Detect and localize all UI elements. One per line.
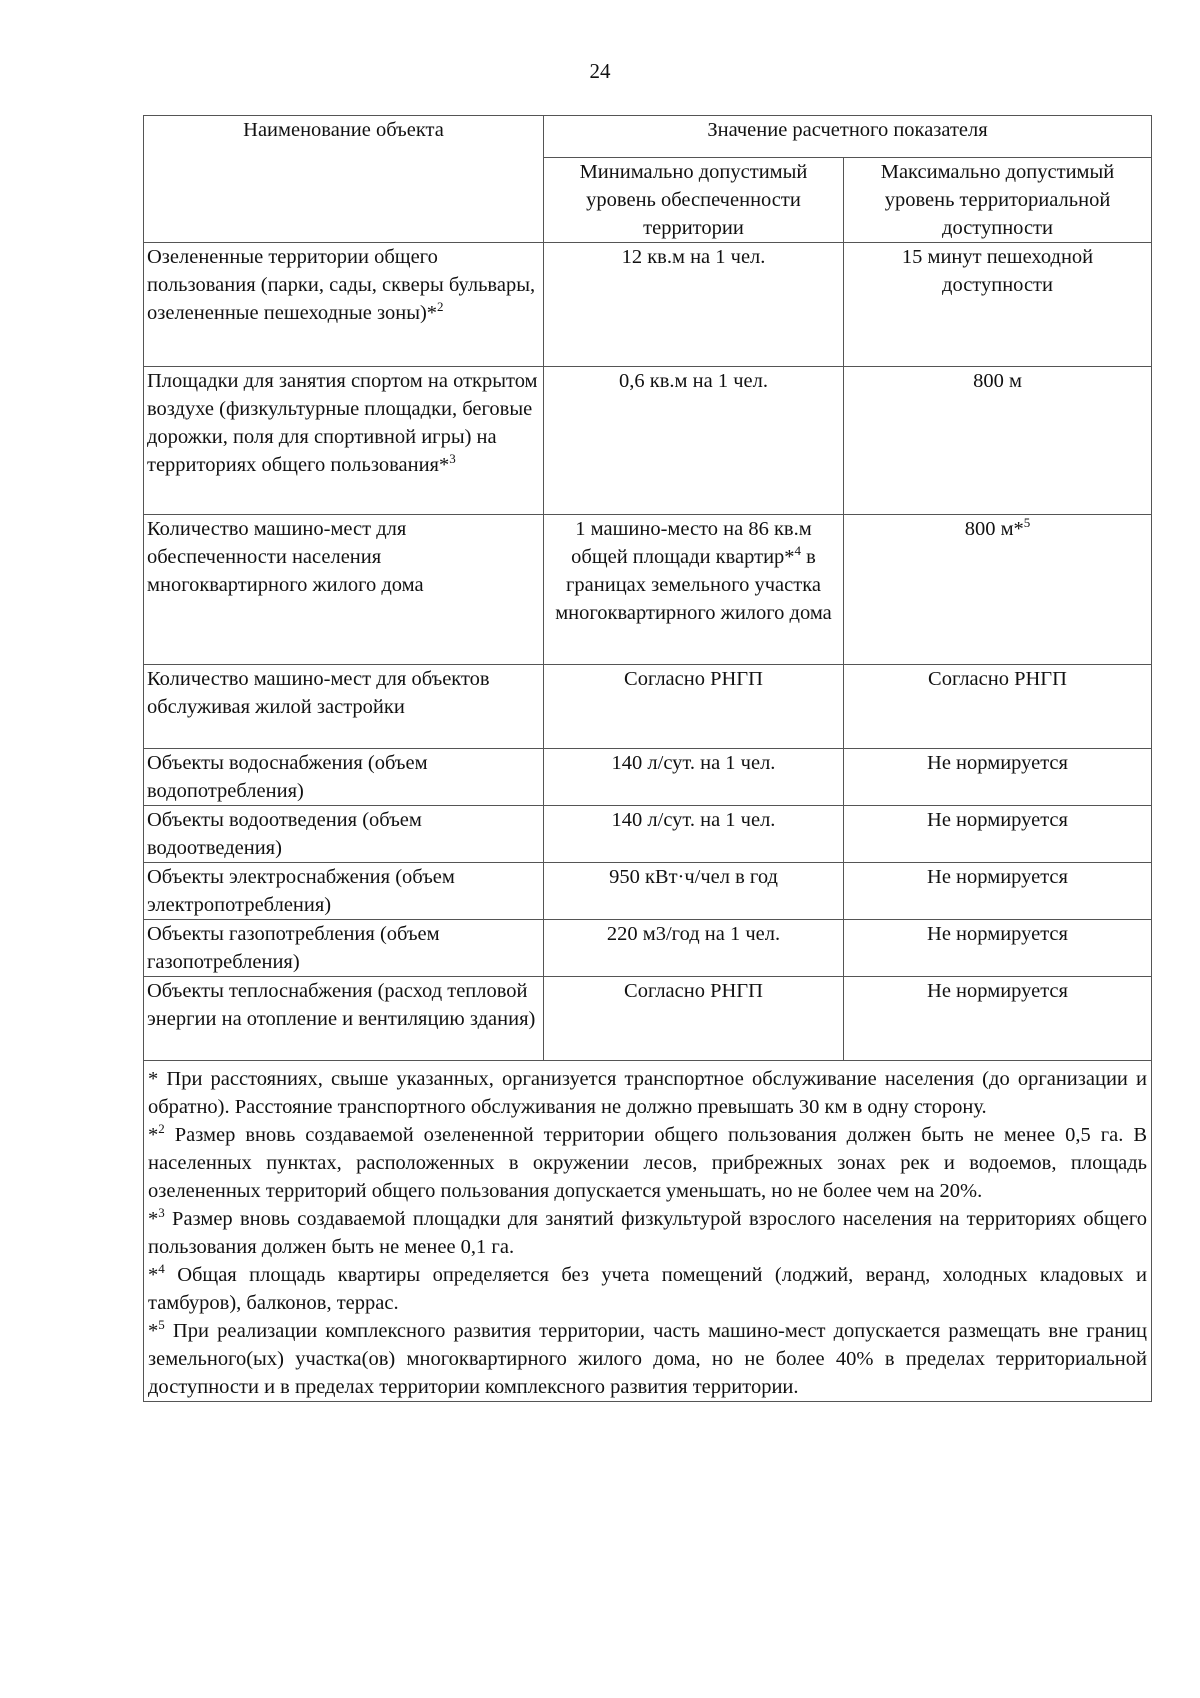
row-name: Площадки для занятия спортом на открытом воздухе (физкультурные площадки, беговые дорожки, поля для спортивной игры) на территориях общего пользования*$^3$ [144,367,544,515]
row-min: 140 л/сут. на 1 чел. [544,749,844,806]
page-number: 24 [589,59,611,83]
row-max: Не нормируется [844,749,1152,806]
row-name: Количество машино-мест для обеспеченности населения многоквартирного жилого дома [144,515,544,665]
header-min-col: Минимально допустимый уровень обеспеченности территории [544,158,844,243]
row-min: 0,6 кв.м на 1 чел. [544,367,844,515]
standards-table [143,115,1152,1402]
footnote: *$^3$ Размер вновь создаваемой площадки для занятий физкультурой взрослого населения на территориях общего пользования должен быть не менее 0,1 га. [148,1205,1147,1258]
row-max: Не нормируется [844,863,1152,920]
row-name: Объекты электроснабжения (объем электропотребления) [144,863,544,920]
row-min: Согласно РНГП [544,977,844,1061]
table-row [144,665,1152,749]
row-name: Количество машино-мест для объектов обслуживая жилой застройки [144,665,544,749]
row-max: 15 минут пешеходной доступности [844,243,1152,367]
row-name: Объекты газопотребления (объем газопотребления) [144,920,544,977]
row-max: Не нормируется [844,977,1152,1061]
table-row [144,515,1152,665]
header-max-col: Максимально допустимый уровень территориальной доступности [844,158,1152,243]
table-row [144,243,1152,367]
footnotes [144,1061,1152,1402]
footnotes-row [144,1061,1152,1402]
row-max: 800 м [844,367,1152,515]
row-min: 12 кв.м на 1 чел. [544,243,844,367]
row-name: Объекты водоснабжения (объем водопотребления) [144,749,544,806]
row-min: 1 машино-место на 86 кв.м общей площади квартир*$^4$ в границах земельного участка многоквартирного жилого дома [544,515,844,665]
row-max: 800 м*$^5$ [844,515,1152,665]
table-row [144,863,1152,920]
row-name: Озелененные территории общего пользования (парки, сады, скверы бульвары, озелененные пешеходные зоны)*$^2$ [144,243,544,367]
row-max: Не нормируется [844,806,1152,863]
row-max: Согласно РНГП [844,665,1152,749]
row-min: 220 м3/год на 1 чел. [544,920,844,977]
header-row-1 [144,116,1152,158]
footnote: *$^2$ Размер вновь создаваемой озелененной территории общего пользования должен быть не менее 0,5 га. В населенных пунктах, расположенных в окружении лесов, прибрежных зонах рек и водоемов, площадь озелененных территорий общего пользования допускается уменьшать, но не более чем на 20%. [148,1121,1147,1202]
footnote: * При расстояниях, свыше указанных, организуется транспортное обслуживание населения (до организации и обратно). Расстояние транспортного обслуживания не должно превышать 30 км в одну сторону. [148,1068,1147,1118]
row-min: Согласно РНГП [544,665,844,749]
row-min: 140 л/сут. на 1 чел. [544,806,844,863]
row-min: 950 кВт·ч/чел в год [544,863,844,920]
table-row [144,806,1152,863]
footnote: *$^4$ Общая площадь квартиры определяется без учета помещений (лоджий, веранд, холодных кладовых и тамбуров), балконов, террас. [148,1261,1147,1314]
header-name-col: Наименование объекта [144,116,544,243]
footnote: *$^5$ При реализации комплексного развития территории, часть машино-мест допускается размещать вне границ земельного(ых) участка(ов) многоквартирного жилого дома, но не более 40% в пределах территориальной доступности и в пределах территории комплексного развития территории. [148,1317,1147,1398]
row-max: Не нормируется [844,920,1152,977]
header-group: Значение расчетного показателя [544,116,1152,158]
table-row [144,749,1152,806]
table-row [144,977,1152,1061]
table-row [144,367,1152,515]
row-name: Объекты теплоснабжения (расход тепловой энергии на отопление и вентиляцию здания) [144,977,544,1061]
row-name: Объекты водоотведения (объем водоотведения) [144,806,544,863]
table-row [144,920,1152,977]
